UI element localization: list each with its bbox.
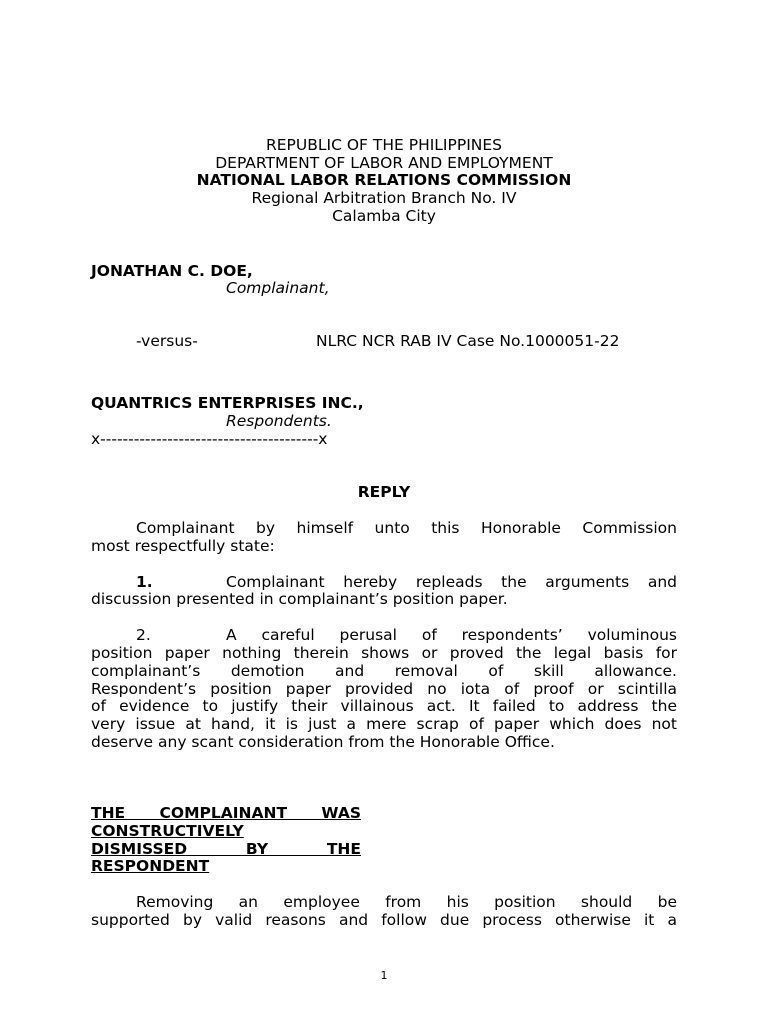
para2-number: 2. [136, 626, 151, 644]
para3-line-2: supported by valid reasons and follow due process otherwise it a [91, 911, 677, 929]
respondent-role: Respondents. [226, 412, 332, 430]
para2-line-2: position paper nothing therein shows or proved the legal basis for [91, 644, 677, 662]
para2-line-7: deserve any scant consideration from the Honorable Office. [91, 733, 555, 751]
header-commission: NATIONAL LABOR RELATIONS COMMISSION [196, 171, 572, 189]
para1-line-1: Complainant hereby repleads the arguments and [226, 573, 677, 591]
section-heading-line-3: DISMISSED BY THE [91, 840, 361, 858]
section-heading-line-2: CONSTRUCTIVELY [91, 822, 244, 840]
para2-line-5: of evidence to justify their villainous act. It failed to address the [91, 697, 677, 715]
complainant-name: JONATHAN C. DOE, [91, 262, 253, 280]
page-number: 1 [380, 969, 388, 982]
para1-line-2: discussion presented in complainant’s position paper. [91, 590, 508, 608]
respondent-name: QUANTRICS ENTERPRISES INC., [91, 394, 364, 412]
versus-label: -versus- [136, 332, 198, 350]
section-heading-line-1: THE COMPLAINANT WAS [91, 804, 361, 822]
complainant-role: Complainant, [226, 279, 330, 297]
caption-separator: x---------------------------------------x [91, 430, 328, 448]
para2-line-4: Respondent’s position paper provided no iota of proof or scintilla [91, 680, 677, 698]
header-branch: Regional Arbitration Branch No. IV [251, 189, 517, 207]
intro-line-2: most respectfully state: [91, 537, 275, 555]
document-title: REPLY [357, 483, 411, 501]
header-republic: REPUBLIC OF THE PHILIPPINES [265, 136, 502, 154]
para2-line-3: complainant’s demotion and removal of skill allowance. [91, 662, 677, 680]
para2-line-6: very issue at hand, it is just a mere scrap of paper which does not [91, 715, 677, 733]
header-city: Calamba City [332, 207, 436, 225]
para1-number: 1. [136, 573, 153, 591]
para2-line-1: A careful perusal of respondents’ voluminous [226, 626, 677, 644]
header-department: DEPARTMENT OF LABOR AND EMPLOYMENT [215, 154, 553, 172]
intro-line-1: Complainant by himself unto this Honorable Commission [136, 519, 677, 537]
section-heading-line-4: RESPONDENT [91, 857, 210, 875]
case-number: NLRC NCR RAB IV Case No.1000051-22 [316, 332, 620, 350]
para3-line-1: Removing an employee from his position should be [136, 893, 677, 911]
